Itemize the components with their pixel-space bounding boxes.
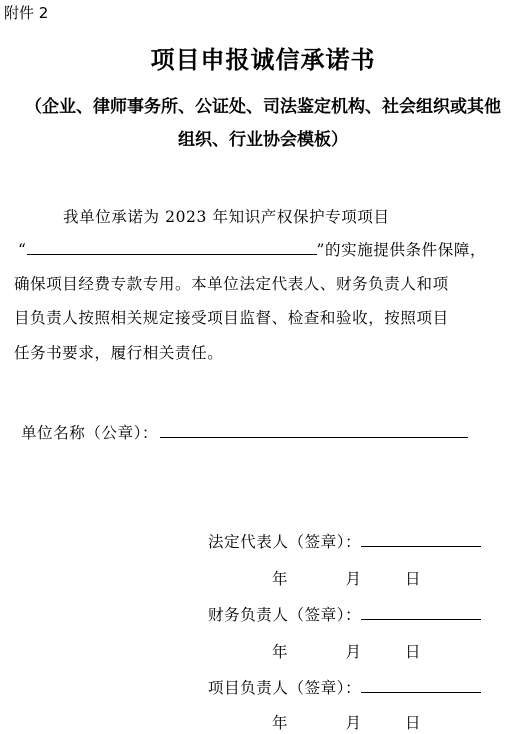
date-row-1 <box>272 567 421 589</box>
date-year: 年 <box>272 643 288 661</box>
legal-rep-signature-row <box>208 530 481 552</box>
date-year: 年 <box>272 570 288 588</box>
finance-head-label: 财务负责人（签章）： <box>208 606 362 624</box>
attachment-label: 附件 2 <box>4 4 49 22</box>
project-lead-label: 项目负责人（签章）： <box>208 679 362 697</box>
date-row-3 <box>272 711 421 733</box>
project-lead-signature-blank[interactable] <box>361 676 481 693</box>
body-line-5: 任务书要求，履行相关责任。 <box>14 344 224 362</box>
body-line-1: 我单位承诺为 2023 年知识产权保护专项项目 <box>63 208 390 226</box>
legal-rep-signature-blank[interactable] <box>361 530 481 547</box>
date-month: 月 <box>345 714 362 732</box>
date-day: 日 <box>405 643 421 661</box>
unit-name-blank[interactable] <box>160 421 468 438</box>
date-row-2 <box>272 640 421 662</box>
date-month: 月 <box>345 643 362 661</box>
body-line-4: 目负责人按照相关规定接受项目监督、检查和验收，按照项目 <box>14 309 449 327</box>
finance-head-signature-row <box>208 603 481 625</box>
legal-rep-label: 法定代表人（签章）： <box>208 533 362 551</box>
finance-head-signature-blank[interactable] <box>361 603 481 620</box>
open-quote: “ <box>18 241 27 259</box>
date-day: 日 <box>405 570 421 588</box>
unit-name-label: 单位名称（公章）： <box>21 424 159 442</box>
date-month: 月 <box>345 570 362 588</box>
date-year: 年 <box>272 714 288 732</box>
unit-name-row <box>21 421 468 443</box>
subtitle-line-2: 组织、行业协会模板） <box>178 130 348 150</box>
project-name-blank[interactable] <box>27 238 317 255</box>
subtitle-line-1: （企业、律师事务所、公证处、司法鉴定机构、社会组织或其他 <box>25 97 501 117</box>
date-day: 日 <box>405 714 421 732</box>
document-title: 项目申报诚信承诺书 <box>150 45 376 74</box>
body-line-2-text: ”的实施提供条件保障， <box>316 241 487 259</box>
project-lead-signature-row <box>208 676 481 698</box>
body-line-3: 确保项目经费专款专用。本单位法定代表人、财务负责人和项 <box>14 275 449 293</box>
body-line-2 <box>18 238 486 260</box>
